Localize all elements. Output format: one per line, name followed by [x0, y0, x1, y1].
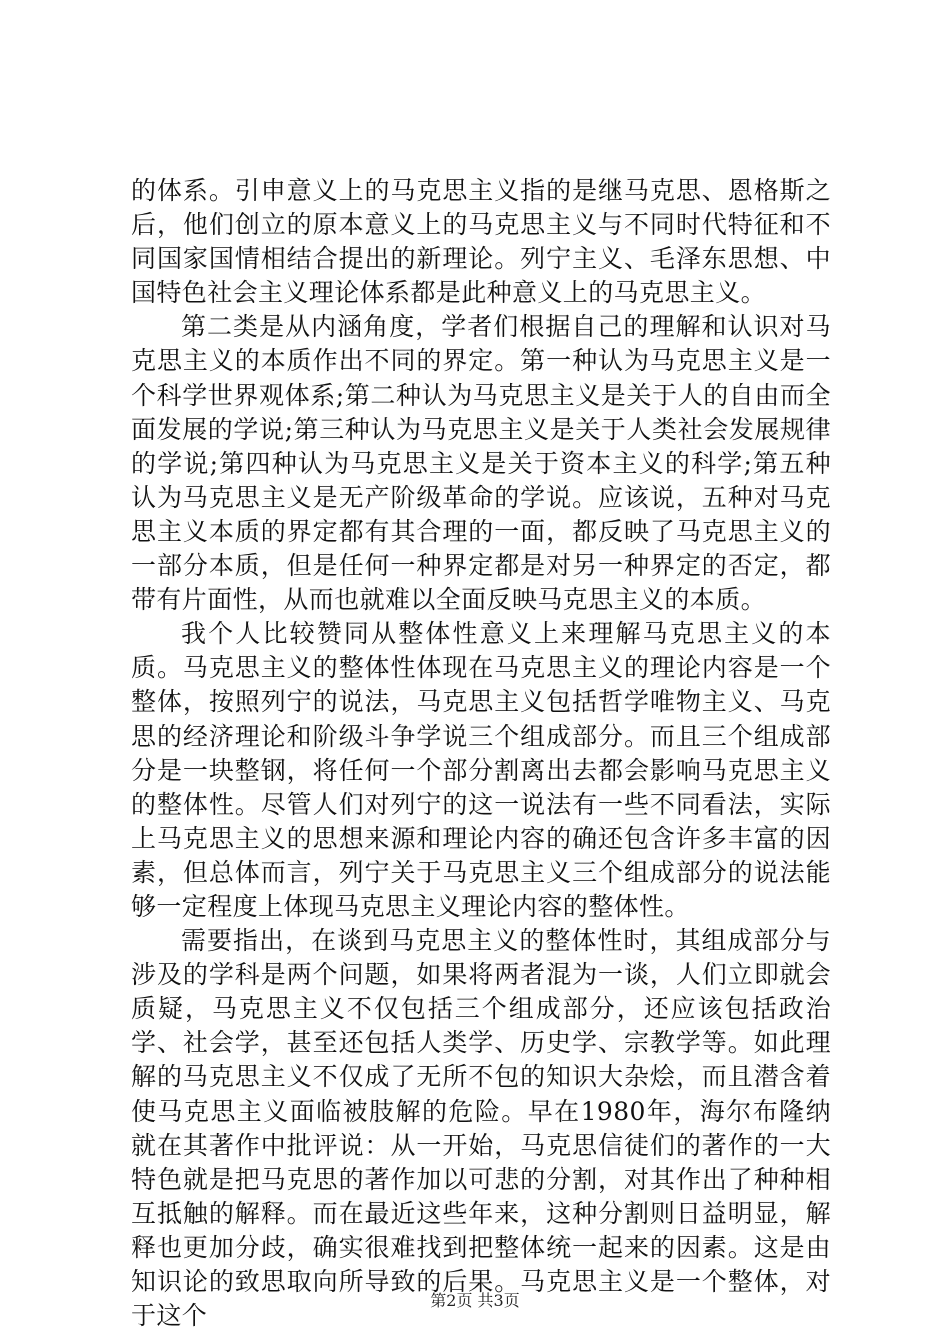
paragraph-4: 需要指出，在谈到马克思主义的整体性时，其组成部分与涉及的学科是两个问题，如果将两者混为一谈，人们立即就会质疑，马克思主义不仅包括三个组成部分，还应该包括政治学、社会学，甚至还包括人类学、历史学、宗教学等。如此理解的马克思主义不仅成了无所不包的知识大杂烩，而且潜含着使马克思主义面临被肢解的危险。早在1980年，海尔布隆纳就在其著作中批评说：从一开始，马克思信徒们的著作的一大特色就是把马克思的著作加以可悲的分割，对其作出了种种相互抵触的解释。而在最近这些年来，这种分割则日益明显，解释也更加分歧，确实很难找到把整体统一起来的因素。这是由知识论的致思取向所导致的后果。马克思主义是一个整体，对于这个 — [131, 926, 831, 1331]
paragraph-2: 第二类是从内涵角度，学者们根据自己的理解和认识对马克思主义的本质作出不同的界定。第一种认为马克思主义是一个科学世界观体系;第二种认为马克思主义是关于人的自由而全面发展的学说;第三种认为马克思主义是关于人类社会发展规律的学说;第四种认为马克思主义是关于资本主义的科学;第五种认为马克思主义是无产阶级革命的学说。应该说，五种对马克思主义本质的界定都有其合理的一面，都反映了马克思主义的一部分本质，但是任何一种界定都是对另一种界定的否定，都带有片面性，从而也就难以全面反映马克思主义的本质。 — [131, 312, 831, 615]
document-body — [131, 174, 831, 1333]
paragraph-1: 的体系。引申意义上的马克思主义指的是继马克思、恩格斯之后，他们创立的原本意义上的马克思主义与不同时代特征和不同国家国情相结合提出的新理论。列宁主义、毛泽东思想、中国特色社会主义理论体系都是此种意义上的马克思主义。 — [131, 176, 831, 308]
paragraph-3: 我个人比较赞同从整体性意义上来理解马克思主义的本质。马克思主义的整体性体现在马克思主义的理论内容是一个整体，按照列宁的说法，马克思主义包括哲学唯物主义、马克思的经济理论和阶级斗争学说三个组成部分。而且三个组成部分是一块整钢，将任何一个部分割离出去都会影响马克思主义的整体性。尽管人们对列宁的这一说法有一些不同看法，实际上马克思主义的思想来源和理论内容的确还包含许多丰富的因素，但总体而言，列宁关于马克思主义三个组成部分的说法能够一定程度上体现马克思主义理论内容的整体性。 — [131, 619, 831, 921]
page-number-footer: 第2页 共3页 — [430, 1291, 520, 1310]
